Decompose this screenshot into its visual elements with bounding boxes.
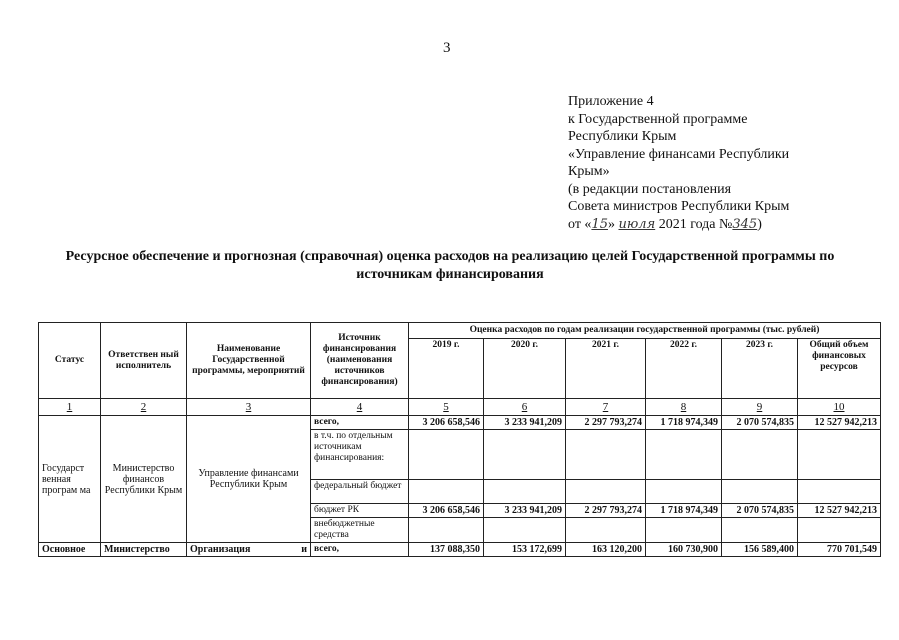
header-year: 2019 г.: [409, 339, 484, 399]
value-cell: 3 233 941,209: [484, 416, 566, 430]
value-cell: [722, 430, 798, 480]
value-cell: [722, 480, 798, 504]
program-name: Управление финансами Республики Крым: [187, 416, 311, 543]
source-cell: федеральный бюджет: [311, 480, 409, 504]
header-year: 2021 г.: [566, 339, 646, 399]
column-index: 7: [566, 399, 646, 416]
finance-table: [38, 322, 881, 557]
value-cell: [798, 430, 881, 480]
table-row: [39, 543, 881, 557]
value-cell: [566, 480, 646, 504]
value-cell: 156 589,400: [722, 543, 798, 557]
row-name: [187, 543, 311, 557]
value-cell: 2 297 793,274: [566, 416, 646, 430]
appendix-line: Приложение 4: [568, 94, 654, 109]
source-cell: всего,: [311, 543, 409, 557]
value-cell: 770 701,549: [798, 543, 881, 557]
header-total: Общий объем финансовых ресурсов: [798, 339, 881, 399]
column-index: 1: [39, 399, 101, 416]
value-cell: 3 206 658,546: [409, 504, 484, 518]
value-cell: [566, 518, 646, 543]
value-cell: [646, 480, 722, 504]
header-year: 2022 г.: [646, 339, 722, 399]
appendix-block: [568, 93, 888, 233]
header-source: Источник финансирования (наименования источников финансирования): [311, 323, 409, 399]
program-executor: Министерство финансов Республики Крым: [101, 416, 187, 543]
value-cell: [646, 430, 722, 480]
column-index: 8: [646, 399, 722, 416]
appendix-line: Совета министров Республики Крым: [568, 199, 790, 214]
table-row: [39, 416, 881, 430]
column-index: 10: [798, 399, 881, 416]
value-cell: [484, 430, 566, 480]
date-mid: »: [607, 216, 619, 232]
value-cell: 2 070 574,835: [722, 504, 798, 518]
page-number: 3: [443, 40, 451, 56]
row-name-left: Организация: [190, 544, 251, 555]
value-cell: [409, 430, 484, 480]
header-executor: Ответствен ный исполнитель: [101, 323, 187, 399]
header-estimate-group: Оценка расходов по годам реализации государственной программы (тыс. рублей): [409, 323, 881, 339]
header-name: Наименование Государственной программы, мероприятий: [187, 323, 311, 399]
header-year: 2020 г.: [484, 339, 566, 399]
source-cell: бюджет РК: [311, 504, 409, 518]
value-cell: [798, 480, 881, 504]
value-cell: 137 088,350: [409, 543, 484, 557]
source-cell: в т.ч. по отдельным источникам финансирования:: [311, 430, 409, 480]
value-cell: [484, 518, 566, 543]
document-title: Ресурсное обеспечение и прогнозная (справочная) оценка расходов на реализацию целей Государственной программы по источникам финансирования: [65, 249, 835, 282]
column-index: 2: [101, 399, 187, 416]
program-status: Государст венная програм ма: [39, 416, 101, 543]
appendix-line: Крым»: [568, 164, 610, 179]
column-index: 9: [722, 399, 798, 416]
value-cell: 1 718 974,349: [646, 504, 722, 518]
header-status: Статус: [39, 323, 101, 399]
source-cell: всего,: [311, 416, 409, 430]
row-executor: Министерство: [101, 543, 187, 557]
value-cell: [409, 480, 484, 504]
appendix-line: Республики Крым: [568, 129, 677, 144]
date-month: июля: [618, 216, 656, 232]
date-year: 2021 года №: [655, 216, 733, 232]
appendix-line: (в редакции постановления: [568, 181, 732, 197]
value-cell: [722, 518, 798, 543]
column-index: 6: [484, 399, 566, 416]
value-cell: 160 730,900: [646, 543, 722, 557]
row-status: Основное: [39, 543, 101, 557]
source-cell: внебюджетные средства: [311, 518, 409, 543]
appendix-line: «Управление финансами Республики: [568, 146, 790, 162]
value-cell: 3 206 658,546: [409, 416, 484, 430]
header-year: 2023 г.: [722, 339, 798, 399]
value-cell: [484, 480, 566, 504]
appendix-line: к Государственной программе: [568, 111, 748, 127]
value-cell: [798, 518, 881, 543]
column-index: 3: [187, 399, 311, 416]
value-cell: 1 718 974,349: [646, 416, 722, 430]
value-cell: 2 297 793,274: [566, 504, 646, 518]
value-cell: [646, 518, 722, 543]
value-cell: 3 233 941,209: [484, 504, 566, 518]
date-day: 15: [591, 216, 608, 232]
row-name-right: и: [301, 544, 307, 555]
date-suffix: ): [757, 216, 762, 232]
column-index-row: [39, 399, 881, 416]
value-cell: [409, 518, 484, 543]
value-cell: 12 527 942,213: [798, 504, 881, 518]
value-cell: [566, 430, 646, 480]
value-cell: 12 527 942,213: [798, 416, 881, 430]
resolution-number: 345: [732, 216, 758, 232]
resolution-date-line: [568, 216, 888, 234]
value-cell: 163 120,200: [566, 543, 646, 557]
value-cell: 153 172,699: [484, 543, 566, 557]
value-cell: 2 070 574,835: [722, 416, 798, 430]
column-index: 4: [311, 399, 409, 416]
column-index: 5: [409, 399, 484, 416]
date-prefix: от «: [568, 216, 592, 232]
